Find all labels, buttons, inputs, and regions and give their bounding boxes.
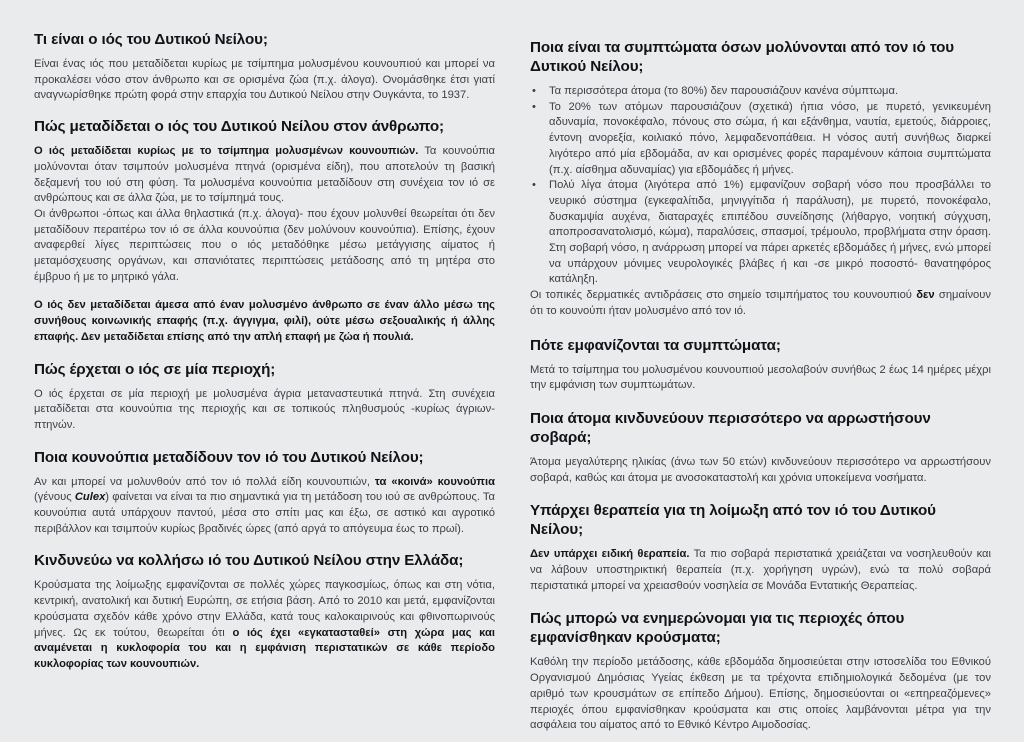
- bullet-icon: •: [532, 100, 536, 113]
- transmission-warning: [34, 298, 495, 345]
- section-risk-greece: [34, 551, 495, 672]
- section-onset: [530, 336, 991, 394]
- section-heading: Πώς μεταδίδεται ο ιός του Δυτικού Νείλου στον άνθρωπο;: [34, 118, 444, 136]
- section-symptoms: [530, 38, 991, 320]
- italic-genus: Culex: [74, 491, 106, 504]
- section-information: [530, 609, 991, 734]
- symptoms-list: [530, 84, 991, 288]
- bullet-icon: •: [532, 179, 536, 192]
- section-what-is-virus: [34, 30, 495, 104]
- section-body: Είναι ένας ιός που μεταδίδεται κυρίως με τσίμπημα μολυσμένου κουνουπιού και μπορεί να προκαλέσει νόσο στον άνθρωπο και σε ορισμένα ζώα (π.χ. άλογα). Ονομάσθηκε έτσι γιατί αναγνωρίσθηκε πρώτη φορά στην επαρχία του Δυτικού Νείλου στην Ουγκάντα, το 1937.: [34, 58, 495, 102]
- section-body: Μετά το τσίμπημα του μολυσμένου κουνουπιού μεσολαβούν συνήθως 2 έως 14 ημέρες μέχρι την εμφάνιση των συμπτωμάτων.: [530, 363, 991, 392]
- section-heading: Πώς έρχεται ο ιός σε μία περιοχή;: [34, 360, 276, 378]
- transmission-paragraph-1: [34, 144, 495, 207]
- section-treatment: [530, 501, 991, 594]
- section-heading: Τι είναι ο ιός του Δυτικού Νείλου;: [34, 31, 268, 48]
- bold-text: Ο ιός μεταδίδεται κυρίως με το τσίμπημα μολυσμένων κουνουπιών.: [34, 145, 419, 158]
- body-text: Τα κουνούπια μολύνονται όταν τσιμπούν μολυσμένα πτηνά (ορισμένα είδη), που αποτελούν τη βασική δεξαμενή του ιού στη φύση. Τα μολυσμένα κουνούπια μεταδίδουν στη συνέχεια τον ιό σε ανθρώπους και σε άλλα ζώα, με το τσίμπημά τους.: [34, 145, 495, 205]
- body-text: (γένους: [34, 491, 75, 504]
- bold-text: Δεν υπάρχει ειδική θεραπεία.: [530, 548, 690, 561]
- bullet-icon: •: [532, 85, 536, 97]
- section-heading: Πώς μπορώ να ενημερώνομαι για τις περιοχές όπου εμφανίσθηκαν κρούσματα;: [530, 610, 905, 647]
- body-text: Αν και μπορεί να μολυνθούν από τον ιό πολλά είδη κουνουπιών,: [34, 475, 375, 488]
- body-text: Κρούσματα της λοίμωξης εμφανίζονται σε πολλές χώρες παγκοσμίως, όπως και στη νότια, κεντρική, ανατολική και δυτική Ευρώπη, σε ετήσια βάση. Από το 2010 και μετά, εμφανίζονται κρούσματα σχεδόν κάθε χρόνο στην Ελλάδα, κατά τους καλοκαιρινούς και φθινοπωρινούς μήνες. Ως εκ τούτου, θεωρείται ότι: [34, 579, 495, 639]
- section-risk-groups: [530, 409, 991, 486]
- section-mosquitoes: [34, 448, 495, 538]
- section-body: Καθόλη την περίοδο μετάδοσης, κάθε εβδομάδα δημοσιεύεται στην ιστοσελίδα του Εθνικού Οργανισμού Δημόσιας Υγείας έκθεση με τα τρέχοντα επιδημιολογικά δεδομένα (με τον αριθμό των κρουσμάτων σε επίπεδο Δήμου). Επίσης, δημοσιεύονται οι «επηρεαζόμενες» περιοχές όπου εμφανίσθηκαν κρούσματα και στις οποίες λαμβάνονται μέτρα για την ασφάλεια του αίματος από το Εθνικό Κέντρο Αιμοδοσίας.: [530, 656, 991, 732]
- list-item: • Το 20% των ατόμων παρουσιάζουν (σχετικά) ήπια νόσο, με πυρετό, γενικευμένη αδυναμία, πονοκέφαλο, πόνους στο σώμα, ή και εξάνθημα, ναυτία, εμετούς, διάρροιες, έντονη ανορεξία, κοιλιακό πόνο, λεμφαδενοπάθεια. Η νόσος αυτή συνήθως διαρκεί λιγότερο από μία εβδομάδα, αν και ορισμένες φορές παραμένουν κάποια συμπτώματα (π.χ. αίσθημα αδυναμίας) για εβδομάδες ή μήνες.: [532, 100, 991, 176]
- bold-text: δεν: [916, 289, 935, 302]
- section-heading: Πότε εμφανίζονται τα συμπτώματα;: [530, 336, 781, 354]
- bold-text: τα «κοινά» κουνούπια: [374, 475, 495, 488]
- section-heading: Ποια κουνούπια μεταδίδουν τον ιό του Δυτικού Νείλου;: [34, 448, 424, 466]
- bold-text: ο ιός έχει «εγκατασταθεί» στη χώρα μας και αναμένεται η κυκλοφορία του και η εμφάνιση περιστατικών σε κάθε περίοδο κυκλοφορίας των κουνουπιών.: [34, 626, 495, 670]
- section-heading: Ποια άτομα κινδυνεύουν περισσότερο να αρρωστήσουν σοβαρά;: [530, 409, 931, 446]
- section-body: [34, 475, 495, 538]
- symptoms-note: Οι τοπικές δερματικές αντιδράσεις στο σημείο τσιμπήματος του κουνουπιού δεν σημαίνουν ότι το κουνούπι ήταν μολυσμένο από τον ιό.: [530, 289, 991, 317]
- section-heading: Ποια είναι τα συμπτώματα όσων μολύνονται από τον ιό του Δυτικού Νείλου;: [530, 39, 954, 75]
- section-heading: Κινδυνεύω να κολλήσω ιό του Δυτικού Νείλου στην Ελλάδα;: [34, 552, 464, 570]
- list-item: • Τα περισσότερα άτομα (το 80%) δεν παρουσιάζουν κανένα σύμπτωμα.: [530, 84, 991, 100]
- section-body: Ο ιός έρχεται σε μία περιοχή με μολυσμένα άγρια μεταναστευτικά πτηνά. Στη συνέχεια μεταδίδεται στα κουνούπια της περιοχής και σε τοπικούς πληθυσμούς -κυρίως άγριων- πτηνών.: [34, 387, 495, 431]
- section-arrival: [34, 360, 495, 434]
- transmission-paragraph-2: Οι άνθρωποι -όπως και άλλα θηλαστικά (π.χ. άλογα)- που έχουν μολυνθεί θεωρείται ότι δεν μεταδίδουν περαιτέρω τον ιό σε άλλα κουνούπια (δεν μολύνουν κουνούπια). Επίσης, έχουν αναφερθεί λίγες περιπτώσεις που ο ιός μεταδόθηκε μέσω μετάγγισης αίματος ή μεταμόσχευσης οργάνων, και σπανιότατες περιπτώσεις μετάδοσης από τη μητέρα στο έμβρυο ή με το μητρικό γάλα.: [34, 207, 495, 283]
- right-column: [512, 0, 1024, 742]
- section-body: [34, 578, 495, 672]
- section-body: Άτομα μεγαλύτερης ηλικίας (άνω των 50 ετών) κινδυνεύουν περισσότερο να αρρωστήσουν σοβαρά, καθώς και άτομα με ανοσοκαταστολή και χρόνια υποκείμενα νοσήματα.: [530, 455, 991, 484]
- body-text: ) φαίνεται να είναι τα πιο σημαντικά για τη μετάδοση του ιού σε ανθρώπους. Τα κουνούπια αυτά υπάρχουν παντού, μέσα στο σπίτι μας και έξω, σε αστικό και αγροτικό περιβάλλον και τσιμπούν κυρίως βραδινές ώρες (από αργά το απόγευμα έως το πρωί).: [34, 491, 495, 535]
- section-body: Δεν υπάρχει ειδική θεραπεία. Τα πιο σοβαρά περιστατικά χρειάζεται να νοσηλευθούν και να λάβουν υποστηρικτική θεραπεία (π.χ. χορήγηση υγρών), ενώ τα πολύ σοβαρά περιστατικά μπορεί να χρειασθούν νοσηλεία σε Μονάδα Εντατικής Θεραπείας.: [530, 548, 992, 592]
- section-transmission: [34, 117, 495, 345]
- list-item: • Πολύ λίγα άτομα (λιγότερα από 1%) εμφανίζουν σοβαρή νόσο που προσβάλλει το νευρικό σύστημα (εγκεφαλίτιδα, μηνιγγίτιδα ή παράλυση), με πυρετό, πονοκέφαλο, δυσκαμψία αυχένα, διαταραχές επιπέδου συνείδησης (λήθαργο, νοητική σύγχυση, αποπροσανατολισμό, κώμα), παραλύσεις, σπασμοί, τρέμουλο, προβλήματα στην όραση. Στη σοβαρή νόσο, η ανάρρωση μπορεί να πάρει αρκετές εβδομάδες ή μήνες, ενώ μπορεί να υπάρχουν μόνιμες νευρολογικές βλάβες ή και -σε μικρό ποσοστό- θανατηφόρος κατάληξη.: [532, 179, 991, 286]
- section-heading: Υπάρχει θεραπεία για τη λοίμωξη από τον ιό του Δυτικού Νείλου;: [530, 502, 936, 539]
- transmission-paragraph-3: Ο ιός δεν μεταδίδεται άμεσα από έναν μολυσμένο άνθρωπο σε έναν άλλο μέσω της συνήθους κοινωνικής επαφής (π.χ. άγγιγμα, φιλί), ούτε μέσω σεξουαλικής ή άλλης επαφής. Δεν μεταδίδεται επίσης από την απλή επαφή με ζώα ή πουλιά.: [34, 299, 495, 343]
